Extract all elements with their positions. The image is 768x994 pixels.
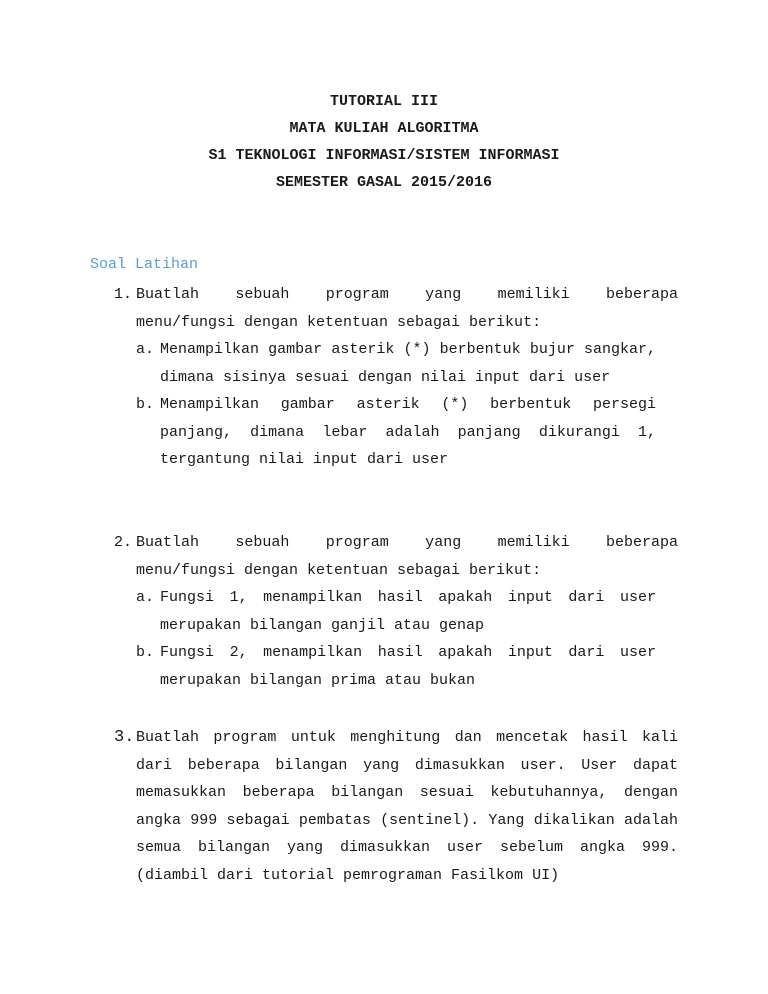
question-intro-line: Buatlah sebuah program yang memiliki beberapa xyxy=(136,286,678,303)
question-number: 3. xyxy=(114,728,135,747)
sub-item-text: Fungsi 1, menampilkan hasil apakah input dari user merupakan bilangan ganjil atau genap xyxy=(160,589,656,634)
question-2 xyxy=(114,529,678,694)
title-semester: SEMESTER GASAL 2015/2016 xyxy=(275,174,493,191)
sub-item xyxy=(136,336,656,391)
question-number: 2. xyxy=(114,534,133,551)
question-number: 1. xyxy=(114,286,133,303)
sub-item-letter: a. xyxy=(136,589,155,606)
question-3 xyxy=(114,724,678,889)
question-1 xyxy=(114,281,678,474)
sub-item-letter: b. xyxy=(136,644,155,661)
title-tutorial: TUTORIAL III xyxy=(329,93,439,110)
question-intro-line: menu/fungsi dengan ketentuan sebagai berikut: xyxy=(136,561,542,579)
document-title-block xyxy=(0,88,768,196)
question-intro-line: Buatlah sebuah program yang memiliki beberapa xyxy=(136,534,678,551)
question-intro xyxy=(136,281,678,336)
question-text: Buatlah program untuk menghitung dan mencetak hasil kali dari beberapa bilangan yang dimasukkan user. User dapat memasukkan beberapa bilangan sesuai kebutuhannya, dengan angka 999 sebagai pembatas (sentinel). Yang dikalikan adalah semua bilangan yang dimasukkan user sebelum angka 999. (diambil dari tutorial pemrograman Fasilkom UI) xyxy=(136,729,678,884)
sub-item-text: Menampilkan gambar asterik (*) berbentuk persegi panjang, dimana lebar adalah panjang dikurangi 1, tergantung nilai input dari user xyxy=(160,396,656,468)
sub-item-letter: b. xyxy=(136,396,155,413)
section-heading: Soal Latihan xyxy=(90,256,199,273)
sub-item-text: Fungsi 2, menampilkan hasil apakah input dari user merupakan bilangan prima atau bukan xyxy=(160,644,656,689)
sub-item-letter: a. xyxy=(136,341,155,358)
sub-item xyxy=(136,639,656,694)
sub-item-text: Menampilkan gambar asterik (*) berbentuk bujur sangkar, dimana sisinya sesuai dengan nilai input dari user xyxy=(160,341,656,386)
question-intro xyxy=(136,529,678,584)
title-program: S1 TEKNOLOGI INFORMASI/SISTEM INFORMASI xyxy=(208,147,560,164)
sub-item xyxy=(136,391,656,474)
title-course: MATA KULIAH ALGORITMA xyxy=(289,120,479,137)
question-intro-line: menu/fungsi dengan ketentuan sebagai berikut: xyxy=(136,313,542,331)
sub-item xyxy=(136,584,656,639)
